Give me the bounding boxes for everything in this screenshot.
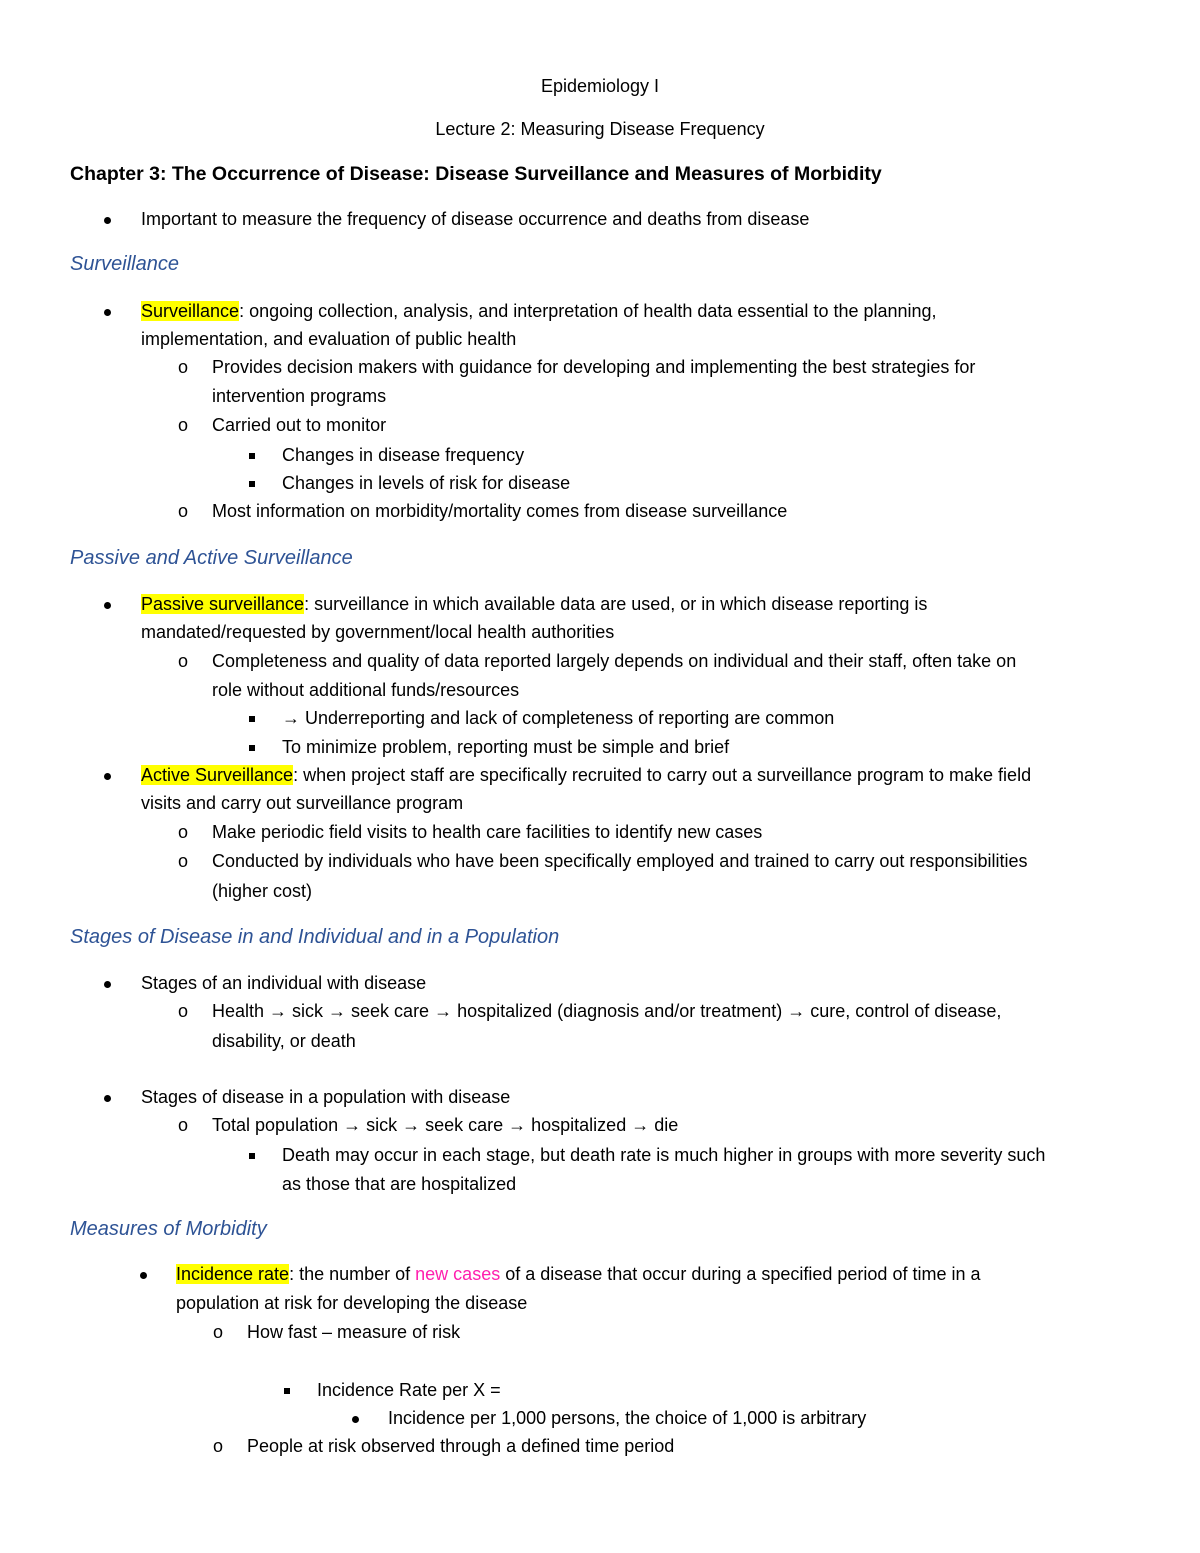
list-item: Health → sick → seek care → hospitalized (diagnosis and/or treatment) → cure, control of disease,	[212, 1001, 1002, 1021]
list-item: Provides decision makers with guidance for developing and implementing the best strategies for	[212, 357, 976, 377]
list-item: Death may occur in each stage, but death rate is much higher in groups with more severity such	[282, 1145, 1046, 1165]
square-bullet-icon	[249, 1143, 255, 1167]
list-item: Carried out to monitor	[212, 415, 387, 435]
term-highlight: Passive surveillance	[141, 594, 305, 614]
bullet-icon	[104, 207, 111, 231]
list-item: Incidence per 1,000 persons, the choice of 1,000 is arbitrary	[388, 1408, 867, 1428]
list-item-cont: disability, or death	[212, 1031, 356, 1051]
bullet-icon	[104, 592, 111, 616]
bullet-icon	[104, 299, 111, 323]
term-highlight: Incidence rate	[176, 1264, 290, 1284]
list-item: Make periodic field visits to health care facilities to identify new cases	[212, 822, 763, 842]
surveillance-definition-cont: implementation, and evaluation of public health	[141, 329, 517, 349]
list-item: Stages of disease in a population with disease	[141, 1087, 511, 1107]
list-item: Changes in disease frequency	[282, 445, 525, 465]
list-item: Conducted by individuals who have been specifically employed and trained to carry out responsibilities	[212, 851, 1028, 871]
list-item: → Underreporting and lack of completeness of reporting are common	[282, 708, 835, 728]
circle-bullet-icon: o	[178, 1115, 189, 1135]
active-definition-cont: visits and carry out surveillance program	[141, 793, 464, 813]
square-bullet-icon	[249, 471, 255, 495]
list-item: How fast – measure of risk	[247, 1322, 461, 1342]
circle-bullet-icon: o	[178, 651, 189, 671]
square-bullet-icon	[249, 706, 255, 730]
list-item-cont: as those that are hospitalized	[282, 1174, 517, 1194]
list-item: Total population → sick → seek care → hospitalized → die	[212, 1115, 679, 1135]
circle-bullet-icon: o	[213, 1322, 224, 1342]
passive-definition-cont: mandated/requested by government/local health authorities	[141, 622, 615, 642]
circle-bullet-icon: o	[213, 1436, 224, 1456]
active-definition: Active Surveillance: when project staff are specifically recruited to carry out a surveillance program to make field	[141, 765, 1032, 785]
square-bullet-icon	[284, 1378, 290, 1402]
bullet-icon	[140, 1262, 147, 1286]
list-item-cont: role without additional funds/resources	[212, 680, 520, 700]
bullet-icon	[104, 971, 111, 995]
chapter-heading: Chapter 3: The Occurrence of Disease: Disease Surveillance and Measures of Morbidity	[70, 163, 882, 185]
circle-bullet-icon: o	[178, 1001, 189, 1021]
list-item: Changes in levels of risk for disease	[282, 473, 571, 493]
term-highlight: Surveillance	[141, 301, 240, 321]
list-item-cont: intervention programs	[212, 386, 387, 406]
intro-line: Important to measure the frequency of disease occurrence and deaths from disease	[141, 209, 810, 229]
section-heading-passive-active: Passive and Active Surveillance	[70, 547, 353, 569]
term-highlight: Active Surveillance	[141, 765, 294, 785]
section-heading-stages: Stages of Disease in and Individual and in a Population	[70, 926, 560, 948]
list-item: People at risk observed through a defined time period	[247, 1436, 675, 1456]
circle-bullet-icon: o	[178, 357, 189, 377]
section-heading-surveillance: Surveillance	[70, 253, 179, 275]
bullet-icon	[104, 1085, 111, 1109]
bullet-icon	[104, 763, 111, 787]
circle-bullet-icon: o	[178, 415, 189, 435]
list-item-cont: (higher cost)	[212, 881, 313, 901]
list-item: To minimize problem, reporting must be simple and brief	[282, 737, 730, 757]
bullet-icon	[352, 1406, 359, 1430]
incidence-definition: Incidence rate: the number of new cases of a disease that occur during a specified period of time in a	[176, 1264, 981, 1284]
incidence-definition-cont: population at risk for developing the disease	[176, 1293, 528, 1313]
list-item: Stages of an individual with disease	[141, 973, 427, 993]
lecture-title: Lecture 2: Measuring Disease Frequency	[435, 119, 765, 139]
course-title: Epidemiology I	[540, 76, 660, 96]
circle-bullet-icon: o	[178, 501, 189, 521]
square-bullet-icon	[249, 735, 255, 759]
new-cases-emphasis: new cases	[415, 1264, 501, 1284]
square-bullet-icon	[249, 443, 255, 467]
passive-definition: Passive surveillance: surveillance in which available data are used, or in which disease reporting is	[141, 594, 928, 614]
list-item: Most information on morbidity/mortality comes from disease surveillance	[212, 501, 788, 521]
circle-bullet-icon: o	[178, 822, 189, 842]
circle-bullet-icon: o	[178, 851, 189, 871]
surveillance-definition: Surveillance: ongoing collection, analysis, and interpretation of health data essential to the planning,	[141, 301, 937, 321]
list-item: Completeness and quality of data reported largely depends on individual and their staff, often take on	[212, 651, 1017, 671]
list-item: Incidence Rate per X =	[317, 1380, 501, 1400]
section-heading-morbidity: Measures of Morbidity	[70, 1218, 267, 1240]
